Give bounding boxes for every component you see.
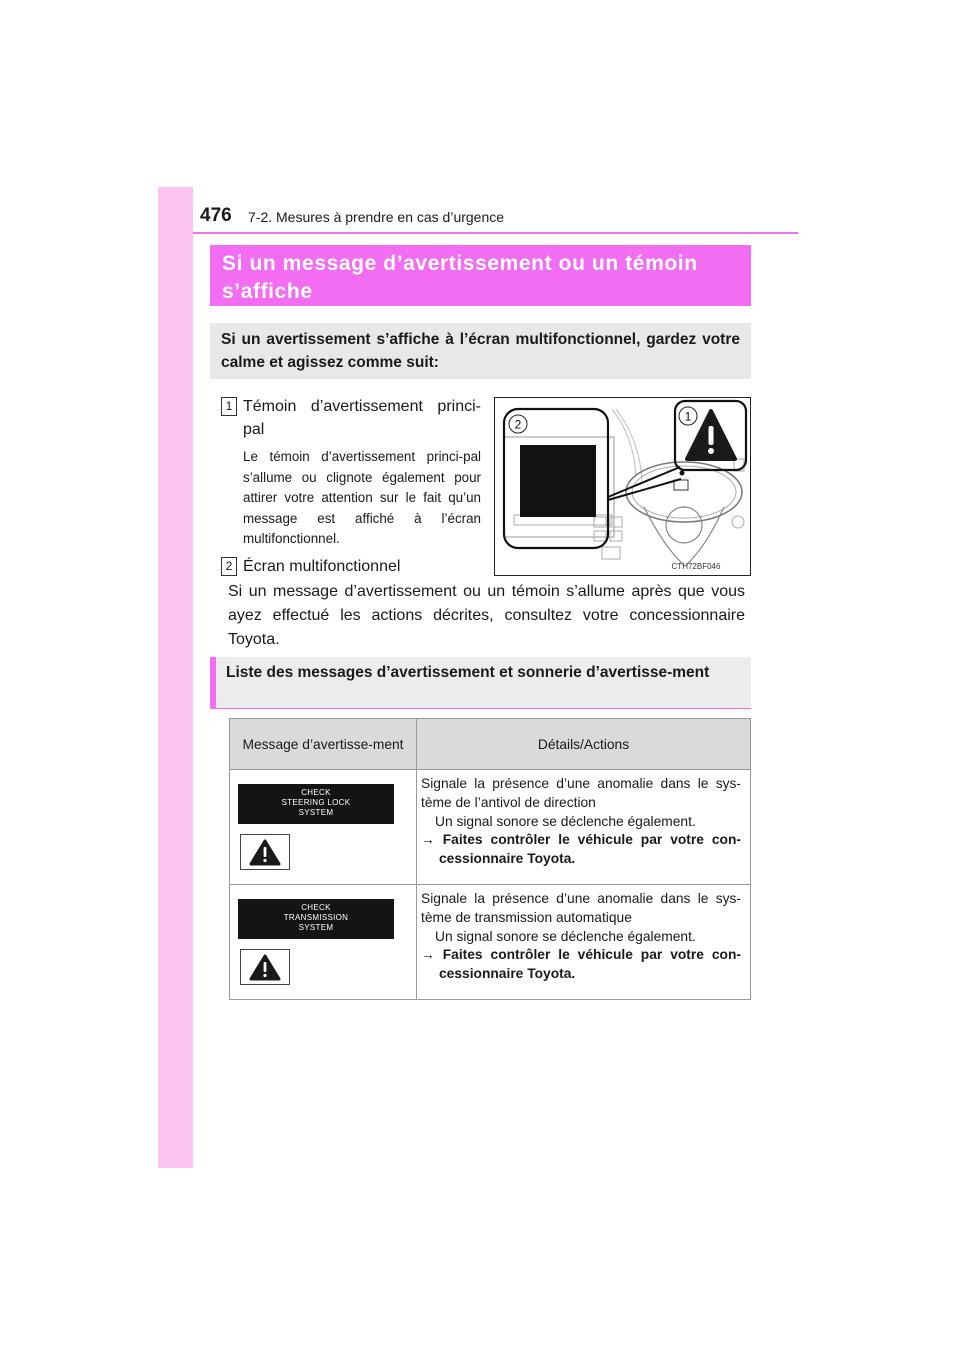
detail-note: Un signal sonore se déclenche également. xyxy=(435,928,696,944)
detail-action: → Faites contrôler le véhicule par votre con-cessionnaire Toyota. xyxy=(421,947,741,982)
details-cell xyxy=(417,885,751,1000)
page-number: 476 xyxy=(200,205,232,226)
display-line: STEERING LOCK xyxy=(281,798,351,807)
note-paragraph: Si un message d’avertissement ou un témoin s’allume après que vous ayez effectué les actions décrites, consultez votre concessionnaire Toyota. xyxy=(228,583,745,648)
message-display xyxy=(238,784,394,824)
chapter-tab-strip xyxy=(158,187,193,1168)
header-rule xyxy=(193,232,798,234)
callout-1-label: 1 xyxy=(684,409,692,424)
table-header-details: Détails/Actions xyxy=(417,719,751,770)
dashboard-illustration xyxy=(494,397,751,576)
section-title-banner: Si un message d’avertissement ou un témoin s’affiche xyxy=(210,245,751,306)
detail-note: Un signal sonore se déclenche également. xyxy=(435,813,696,829)
warning-messages-table xyxy=(229,718,751,1000)
display-line: CHECK xyxy=(301,788,331,797)
item-number-1: 1 xyxy=(221,397,237,416)
display-line: TRANSMISSION xyxy=(283,913,349,922)
message-icon-cell xyxy=(230,885,417,1000)
warning-triangle-icon xyxy=(240,834,290,870)
item-title-1: Témoin d’avertissement princi-pal xyxy=(243,398,481,438)
table-row xyxy=(230,770,751,885)
table-header-message: Message d’avertisse-ment xyxy=(230,719,417,770)
item-title-2: Écran multifonctionnel xyxy=(243,558,401,575)
details-cell xyxy=(417,770,751,885)
list-section-banner: Liste des messages d’avertissement et sonnerie d’avertisse-ment xyxy=(210,657,751,709)
detail-description: Signale la présence d’une anomalie dans le sys-tème de transmission automatique xyxy=(421,891,741,925)
intro-box: Si un avertissement s’affiche à l’écran multifonctionnel, gardez votre calme et agissez comme suit: xyxy=(210,323,751,379)
display-line: SYSTEM xyxy=(298,808,334,817)
item-description-1: Le témoin d’avertissement princi-pal s’allume ou clignote également pour attirer votre attention sur le fait qu’un message est affiché à l’écran multifonctionnel. xyxy=(243,449,481,547)
table-row xyxy=(230,885,751,1000)
item-number-2: 2 xyxy=(221,557,237,576)
message-display xyxy=(238,899,394,939)
detail-description: Signale la présence d’une anomalie dans le sys-tème de l’antivol de direction xyxy=(421,776,741,810)
callout-2-label: 2 xyxy=(514,417,522,432)
warning-triangle-icon xyxy=(240,949,290,985)
display-line: CHECK xyxy=(301,903,331,912)
section-header: 7-2. Mesures à prendre en cas d’urgence xyxy=(248,209,505,225)
message-icon-cell xyxy=(230,770,417,885)
display-line: SYSTEM xyxy=(298,923,334,932)
detail-action: → Faites contrôler le véhicule par votre con-cessionnaire Toyota. xyxy=(421,832,741,867)
figure-code: CTH72BF046 xyxy=(671,562,721,571)
table-header-row xyxy=(230,719,751,770)
